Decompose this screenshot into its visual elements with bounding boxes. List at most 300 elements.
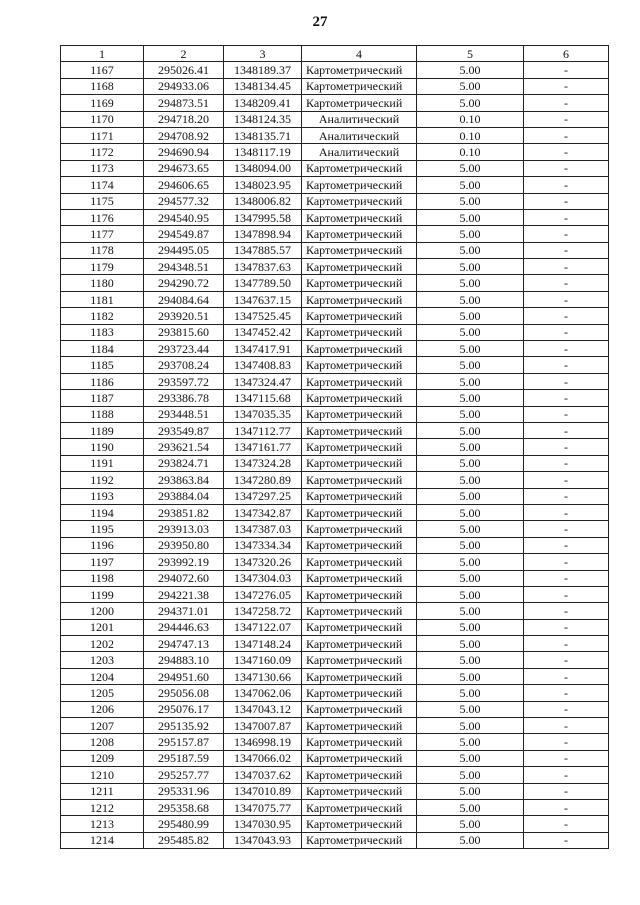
x-coordinate-cell: 293884.04 [144,488,224,504]
point-number-cell: 1178 [61,242,144,258]
accuracy-cell: 5.00 [417,95,524,111]
accuracy-cell: 5.00 [417,472,524,488]
x-coordinate-cell: 294606.65 [144,177,224,193]
y-coordinate-cell: 1347160.09 [224,652,302,668]
y-coordinate-cell: 1346998.19 [224,734,302,750]
x-coordinate-cell: 294708.92 [144,127,224,143]
x-coordinate-cell: 294951.60 [144,668,224,684]
accuracy-cell: 5.00 [417,357,524,373]
point-number-cell: 1201 [61,619,144,635]
point-number-cell: 1192 [61,472,144,488]
note-cell: - [524,832,609,848]
method-cell: Картометрический [302,324,417,340]
note-cell: - [524,488,609,504]
accuracy-cell: 5.00 [417,160,524,176]
accuracy-cell: 5.00 [417,488,524,504]
table-row [61,127,609,143]
point-number-cell: 1209 [61,750,144,766]
accuracy-cell: 5.00 [417,504,524,520]
table-row [61,816,609,832]
point-number-cell: 1175 [61,193,144,209]
x-coordinate-cell: 293992.19 [144,554,224,570]
point-number-cell: 1182 [61,308,144,324]
method-cell: Картометрический [302,832,417,848]
accuracy-cell: 5.00 [417,324,524,340]
point-number-cell: 1193 [61,488,144,504]
point-number-cell: 1204 [61,668,144,684]
y-coordinate-cell: 1347387.03 [224,521,302,537]
x-coordinate-cell: 293723.44 [144,341,224,357]
y-coordinate-cell: 1347122.07 [224,619,302,635]
y-coordinate-cell: 1347898.94 [224,226,302,242]
point-number-cell: 1177 [61,226,144,242]
method-cell: Картометрический [302,455,417,471]
accuracy-cell: 5.00 [417,586,524,602]
note-cell: - [524,652,609,668]
x-coordinate-cell: 293597.72 [144,373,224,389]
note-cell: - [524,144,609,160]
y-coordinate-cell: 1347342.87 [224,504,302,520]
y-coordinate-cell: 1347276.05 [224,586,302,602]
note-cell: - [524,504,609,520]
note-cell: - [524,603,609,619]
table-row [61,783,609,799]
x-coordinate-cell: 293851.82 [144,504,224,520]
accuracy-cell: 5.00 [417,652,524,668]
accuracy-cell: 5.00 [417,242,524,258]
table-row [61,291,609,307]
note-cell: - [524,357,609,373]
note-cell: - [524,570,609,586]
method-cell: Картометрический [302,554,417,570]
point-number-cell: 1183 [61,324,144,340]
x-coordinate-cell: 295026.41 [144,62,224,78]
accuracy-cell: 5.00 [417,767,524,783]
method-cell: Картометрический [302,308,417,324]
y-coordinate-cell: 1347148.24 [224,636,302,652]
method-cell: Картометрический [302,701,417,717]
accuracy-cell: 5.00 [417,308,524,324]
table-row [61,259,609,275]
note-cell: - [524,455,609,471]
x-coordinate-cell: 294495.05 [144,242,224,258]
point-number-cell: 1195 [61,521,144,537]
method-cell: Картометрический [302,193,417,209]
note-cell: - [524,783,609,799]
note-cell: - [524,291,609,307]
x-coordinate-cell: 295257.77 [144,767,224,783]
table-row [61,275,609,291]
x-coordinate-cell: 295187.59 [144,750,224,766]
method-cell: Картометрический [302,767,417,783]
column-header: 6 [524,46,609,62]
table-row [61,718,609,734]
x-coordinate-cell: 293549.87 [144,422,224,438]
note-cell: - [524,521,609,537]
note-cell: - [524,177,609,193]
table-row [61,373,609,389]
table-row [61,439,609,455]
x-coordinate-cell: 294072.60 [144,570,224,586]
note-cell: - [524,160,609,176]
point-number-cell: 1194 [61,504,144,520]
table-row [61,554,609,570]
x-coordinate-cell: 294933.06 [144,78,224,94]
x-coordinate-cell: 295485.82 [144,832,224,848]
accuracy-cell: 5.00 [417,62,524,78]
y-coordinate-cell: 1347035.35 [224,406,302,422]
y-coordinate-cell: 1347280.89 [224,472,302,488]
x-coordinate-cell: 294290.72 [144,275,224,291]
method-cell: Картометрический [302,472,417,488]
method-cell: Картометрический [302,177,417,193]
y-coordinate-cell: 1348023.95 [224,177,302,193]
y-coordinate-cell: 1347995.58 [224,209,302,225]
accuracy-cell: 5.00 [417,275,524,291]
table-row [61,111,609,127]
method-cell: Картометрический [302,504,417,520]
note-cell: - [524,406,609,422]
point-number-cell: 1198 [61,570,144,586]
x-coordinate-cell: 294084.64 [144,291,224,307]
accuracy-cell: 5.00 [417,439,524,455]
note-cell: - [524,586,609,602]
accuracy-cell: 5.00 [417,570,524,586]
note-cell: - [524,95,609,111]
note-cell: - [524,554,609,570]
method-cell: Картометрический [302,521,417,537]
method-cell: Картометрический [302,652,417,668]
accuracy-cell: 5.00 [417,259,524,275]
note-cell: - [524,734,609,750]
x-coordinate-cell: 295480.99 [144,816,224,832]
point-number-cell: 1188 [61,406,144,422]
point-number-cell: 1202 [61,636,144,652]
y-coordinate-cell: 1347324.28 [224,455,302,471]
note-cell: - [524,275,609,291]
method-cell: Картометрический [302,291,417,307]
x-coordinate-cell: 293824.71 [144,455,224,471]
x-coordinate-cell: 293815.60 [144,324,224,340]
point-number-cell: 1168 [61,78,144,94]
y-coordinate-cell: 1347452.42 [224,324,302,340]
table-body [61,62,609,849]
x-coordinate-cell: 294873.51 [144,95,224,111]
x-coordinate-cell: 294673.65 [144,160,224,176]
method-cell: Картометрический [302,799,417,815]
x-coordinate-cell: 293913.03 [144,521,224,537]
accuracy-cell: 5.00 [417,734,524,750]
point-number-cell: 1210 [61,767,144,783]
y-coordinate-cell: 1347417.91 [224,341,302,357]
point-number-cell: 1189 [61,422,144,438]
table-row [61,177,609,193]
accuracy-cell: 5.00 [417,816,524,832]
note-cell: - [524,668,609,684]
note-cell: - [524,111,609,127]
y-coordinate-cell: 1347304.03 [224,570,302,586]
accuracy-cell: 5.00 [417,177,524,193]
accuracy-cell: 5.00 [417,685,524,701]
point-number-cell: 1190 [61,439,144,455]
y-coordinate-cell: 1348124.35 [224,111,302,127]
y-coordinate-cell: 1347075.77 [224,799,302,815]
point-number-cell: 1196 [61,537,144,553]
table-row [61,603,609,619]
x-coordinate-cell: 295358.68 [144,799,224,815]
y-coordinate-cell: 1347334.34 [224,537,302,553]
accuracy-cell: 5.00 [417,209,524,225]
table-row [61,652,609,668]
point-number-cell: 1170 [61,111,144,127]
y-coordinate-cell: 1348006.82 [224,193,302,209]
x-coordinate-cell: 294690.94 [144,144,224,160]
note-cell: - [524,193,609,209]
point-number-cell: 1212 [61,799,144,815]
note-cell: - [524,324,609,340]
point-number-cell: 1203 [61,652,144,668]
accuracy-cell: 5.00 [417,226,524,242]
method-cell: Картометрический [302,78,417,94]
point-number-cell: 1214 [61,832,144,848]
note-cell: - [524,422,609,438]
table-row [61,570,609,586]
x-coordinate-cell: 293708.24 [144,357,224,373]
point-number-cell: 1173 [61,160,144,176]
method-cell: Картометрический [302,570,417,586]
point-number-cell: 1174 [61,177,144,193]
point-number-cell: 1211 [61,783,144,799]
accuracy-cell: 0.10 [417,127,524,143]
accuracy-cell: 0.10 [417,144,524,160]
x-coordinate-cell: 295331.96 [144,783,224,799]
x-coordinate-cell: 294348.51 [144,259,224,275]
method-cell: Картометрический [302,422,417,438]
y-coordinate-cell: 1347320.26 [224,554,302,570]
table-row [61,406,609,422]
accuracy-cell: 5.00 [417,750,524,766]
y-coordinate-cell: 1347161.77 [224,439,302,455]
note-cell: - [524,390,609,406]
table-row [61,242,609,258]
point-number-cell: 1200 [61,603,144,619]
table-row [61,619,609,635]
y-coordinate-cell: 1347324.47 [224,373,302,389]
point-number-cell: 1208 [61,734,144,750]
method-cell: Картометрический [302,488,417,504]
y-coordinate-cell: 1347030.95 [224,816,302,832]
point-number-cell: 1180 [61,275,144,291]
y-coordinate-cell: 1347066.02 [224,750,302,766]
y-coordinate-cell: 1348117.19 [224,144,302,160]
x-coordinate-cell: 293920.51 [144,308,224,324]
point-number-cell: 1197 [61,554,144,570]
table-row [61,701,609,717]
method-cell: Картометрический [302,750,417,766]
method-cell: Аналитический [302,127,417,143]
note-cell: - [524,62,609,78]
accuracy-cell: 5.00 [417,554,524,570]
table-row [61,488,609,504]
table-row [61,160,609,176]
table-row [61,668,609,684]
method-cell: Картометрический [302,718,417,734]
x-coordinate-cell: 294446.63 [144,619,224,635]
method-cell: Картометрический [302,390,417,406]
note-cell: - [524,767,609,783]
y-coordinate-cell: 1347885.57 [224,242,302,258]
y-coordinate-cell: 1347789.50 [224,275,302,291]
point-number-cell: 1185 [61,357,144,373]
column-header: 5 [417,46,524,62]
x-coordinate-cell: 293448.51 [144,406,224,422]
table-row [61,636,609,652]
note-cell: - [524,341,609,357]
accuracy-cell: 5.00 [417,291,524,307]
method-cell: Картометрический [302,636,417,652]
method-cell: Картометрический [302,259,417,275]
method-cell: Картометрический [302,439,417,455]
table-row [61,193,609,209]
note-cell: - [524,127,609,143]
point-number-cell: 1184 [61,341,144,357]
note-cell: - [524,701,609,717]
table-row [61,767,609,783]
method-cell: Картометрический [302,373,417,389]
accuracy-cell: 5.00 [417,341,524,357]
table-row [61,455,609,471]
x-coordinate-cell: 295076.17 [144,701,224,717]
y-coordinate-cell: 1347837.63 [224,259,302,275]
column-header: 3 [224,46,302,62]
x-coordinate-cell: 294747.13 [144,636,224,652]
table-row [61,341,609,357]
note-cell: - [524,799,609,815]
method-cell: Картометрический [302,209,417,225]
note-cell: - [524,718,609,734]
accuracy-cell: 5.00 [417,373,524,389]
x-coordinate-cell: 294371.01 [144,603,224,619]
accuracy-cell: 5.00 [417,783,524,799]
method-cell: Картометрический [302,603,417,619]
accuracy-cell: 5.00 [417,390,524,406]
y-coordinate-cell: 1348094.00 [224,160,302,176]
point-number-cell: 1205 [61,685,144,701]
point-number-cell: 1199 [61,586,144,602]
note-cell: - [524,472,609,488]
x-coordinate-cell: 295056.08 [144,685,224,701]
method-cell: Картометрический [302,668,417,684]
accuracy-cell: 5.00 [417,537,524,553]
table-row [61,357,609,373]
table-row [61,226,609,242]
point-number-cell: 1172 [61,144,144,160]
table-row [61,685,609,701]
method-cell: Картометрический [302,242,417,258]
x-coordinate-cell: 294883.10 [144,652,224,668]
accuracy-cell: 5.00 [417,832,524,848]
x-coordinate-cell: 294549.87 [144,226,224,242]
y-coordinate-cell: 1348135.71 [224,127,302,143]
page-number: 27 [312,14,328,30]
y-coordinate-cell: 1347043.12 [224,701,302,717]
method-cell: Картометрический [302,341,417,357]
y-coordinate-cell: 1347037.62 [224,767,302,783]
table-row [61,62,609,78]
point-number-cell: 1167 [61,62,144,78]
point-number-cell: 1187 [61,390,144,406]
x-coordinate-cell: 293621.54 [144,439,224,455]
x-coordinate-cell: 294718.20 [144,111,224,127]
method-cell: Картометрический [302,160,417,176]
point-number-cell: 1186 [61,373,144,389]
note-cell: - [524,308,609,324]
note-cell: - [524,636,609,652]
method-cell: Картометрический [302,537,417,553]
point-number-cell: 1191 [61,455,144,471]
y-coordinate-cell: 1347297.25 [224,488,302,504]
table-row [61,504,609,520]
column-header: 1 [61,46,144,62]
x-coordinate-cell: 294577.32 [144,193,224,209]
note-cell: - [524,816,609,832]
table-row [61,586,609,602]
note-cell: - [524,259,609,275]
note-cell: - [524,439,609,455]
accuracy-cell: 5.00 [417,603,524,619]
method-cell: Картометрический [302,685,417,701]
x-coordinate-cell: 293863.84 [144,472,224,488]
method-cell: Аналитический [302,111,417,127]
y-coordinate-cell: 1348134.45 [224,78,302,94]
accuracy-cell: 5.00 [417,718,524,734]
accuracy-cell: 0.10 [417,111,524,127]
coordinates-table [60,45,609,849]
method-cell: Аналитический [302,144,417,160]
y-coordinate-cell: 1348189.37 [224,62,302,78]
table-row [61,95,609,111]
note-cell: - [524,750,609,766]
y-coordinate-cell: 1347637.15 [224,291,302,307]
table-row [61,537,609,553]
y-coordinate-cell: 1347010.89 [224,783,302,799]
y-coordinate-cell: 1347525.45 [224,308,302,324]
x-coordinate-cell: 294221.38 [144,586,224,602]
accuracy-cell: 5.00 [417,799,524,815]
method-cell: Картометрический [302,95,417,111]
y-coordinate-cell: 1347258.72 [224,603,302,619]
method-cell: Картометрический [302,734,417,750]
accuracy-cell: 5.00 [417,701,524,717]
note-cell: - [524,373,609,389]
method-cell: Картометрический [302,406,417,422]
x-coordinate-cell: 294540.95 [144,209,224,225]
accuracy-cell: 5.00 [417,193,524,209]
table-row [61,472,609,488]
point-number-cell: 1207 [61,718,144,734]
note-cell: - [524,537,609,553]
y-coordinate-cell: 1347007.87 [224,718,302,734]
table-row [61,144,609,160]
note-cell: - [524,242,609,258]
note-cell: - [524,226,609,242]
table-row [61,324,609,340]
accuracy-cell: 5.00 [417,78,524,94]
method-cell: Картометрический [302,275,417,291]
table-row [61,734,609,750]
method-cell: Картометрический [302,619,417,635]
point-number-cell: 1171 [61,127,144,143]
